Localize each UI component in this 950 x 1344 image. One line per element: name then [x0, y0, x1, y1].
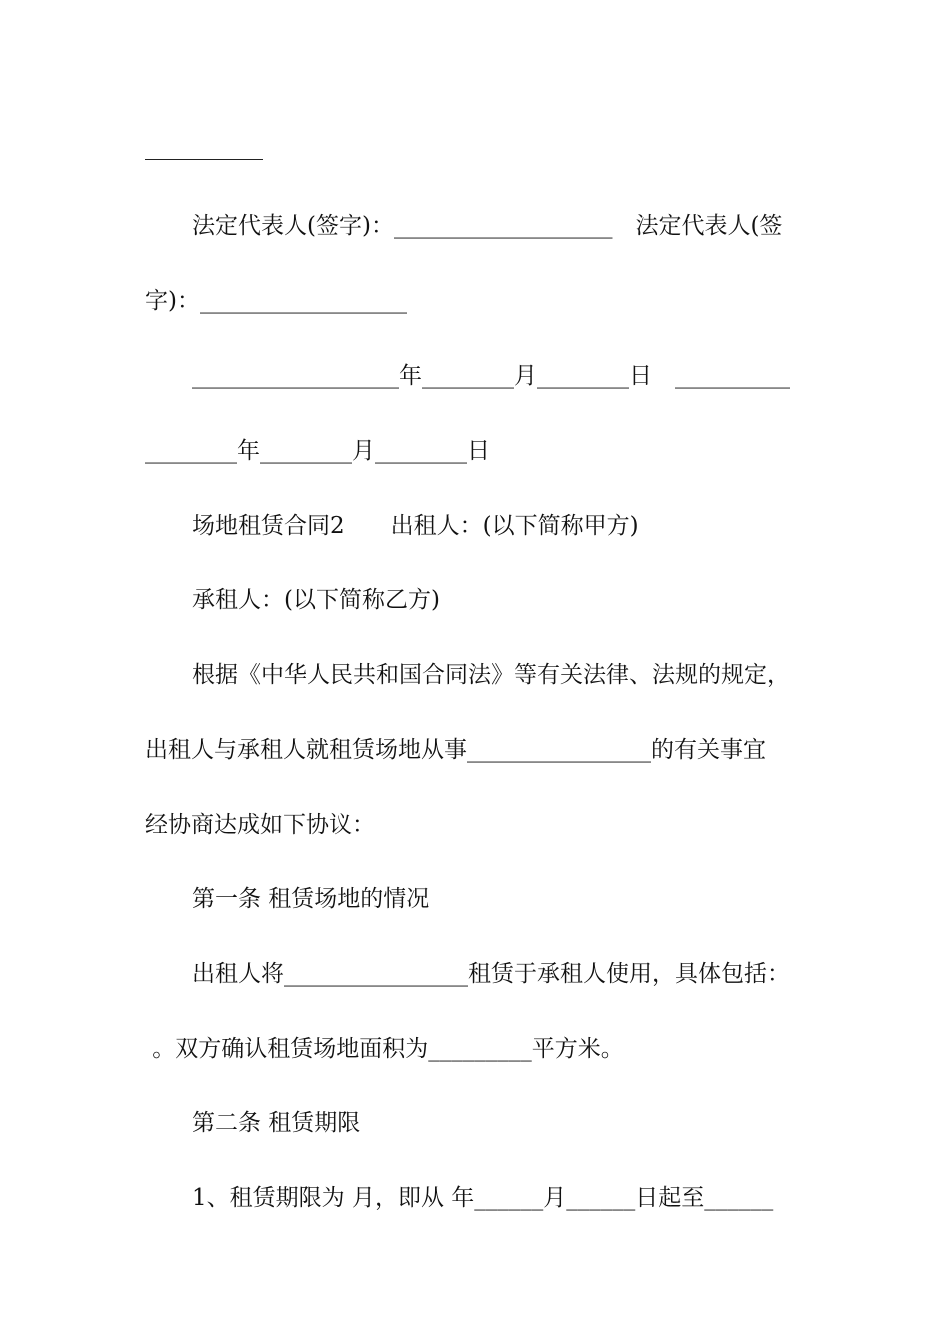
lessee-line: 承租人：(以下简称乙方) [192, 587, 440, 613]
signature-underline [145, 159, 263, 160]
article-one-text-line-2: 。双方确认租赁场地面积为_________平方米。 [145, 1036, 624, 1062]
date-line-cont: ________年________月________日 [145, 438, 490, 464]
legal-representative-signature-line-cont: 字)：__________________ [145, 288, 407, 314]
preamble-paragraph-line-2: 出租人与承租人就租赁场地从事________________的有关事宜 [145, 737, 766, 763]
preamble-paragraph-line-3: 经协商达成如下协议： [145, 812, 375, 838]
contract-title-lessor-line: 场地租赁合同2 出租人：(以下简称甲方) [192, 513, 639, 539]
article-two-item-1: 1、租赁期限为 月，即从 年______月______日起至______ [192, 1185, 774, 1211]
legal-representative-signature-line: 法定代表人(签字)：___________________ 法定代表人(签 [192, 213, 783, 239]
article-one-text-line-1: 出租人将________________租赁于承租人使用，具体包括： [192, 961, 790, 987]
article-two-heading: 第二条 租赁期限 [192, 1110, 361, 1136]
article-one-heading: 第一条 租赁场地的情况 [192, 886, 430, 912]
date-line: __________________年________月________日 __________ [192, 363, 790, 389]
preamble-paragraph-line-1: 根据《中华人民共和国合同法》等有关法律、法规的规定， [192, 662, 790, 688]
